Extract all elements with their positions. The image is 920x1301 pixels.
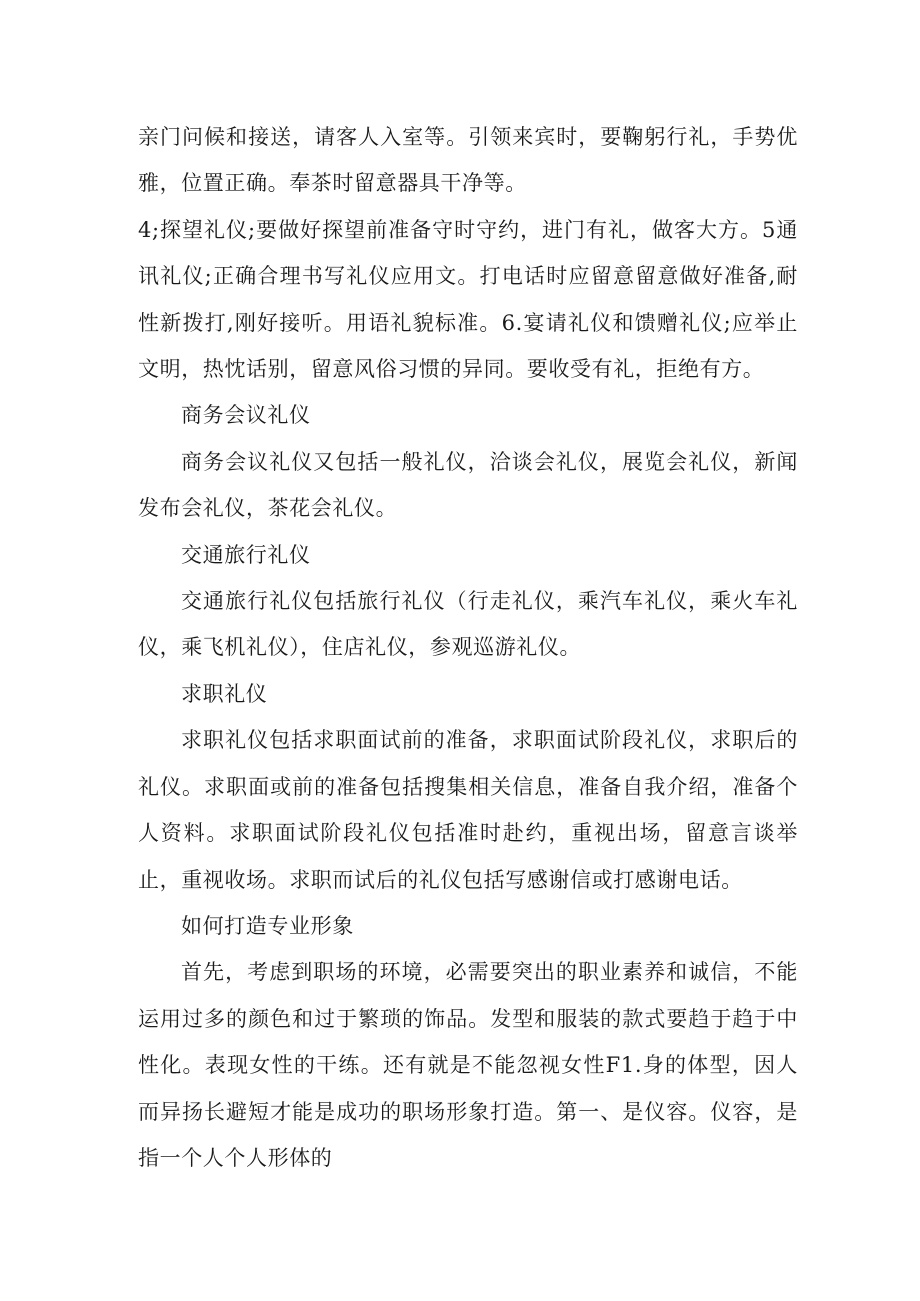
section-heading-professional-image: 如何打造专业形象 (181, 913, 354, 938)
paragraph-business-meeting: 商务会议礼仪又包括一般礼仪，洽谈会礼仪，展览会礼仪，新闻发布会礼仪，茶花会礼仪。 (138, 449, 798, 521)
section-heading-job-seeking: 求职礼仪 (181, 681, 268, 706)
section-heading-business-meeting: 商务会议礼仪 (181, 403, 311, 428)
document-body (138, 114, 798, 1181)
paragraph-visit-communication-etiquette: 4;探望礼仪;要做好探望前准备守时守约，进门有礼，做客大方。5通讯礼仪;正确合理书写礼仪应用文。打电话时应留意留意做好准备,耐性新拨打,刚好接听。用语礼貌标准。6.宴请礼仪和馈赠礼仪;应举止文明，热忱话别，留意风俗习惯的异同。要收受有礼，拒绝有方。 (138, 217, 798, 382)
paragraph-travel: 交通旅行礼仪包括旅行礼仪（行走礼仪，乘汽车礼仪，乘火车礼仪，乘飞机礼仪），住店礼仪，参观巡游礼仪。 (138, 589, 798, 660)
paragraph-job-seeking: 求职礼仪包括求职面试前的准备，求职面试阶段礼仪，求职后的礼仪。求职面或前的准备包括搜集相关信息，准备自我介绍，准备个人资料。求职面试阶段礼仪包括准时赴约，重视出场，留意言谈举止，重视收场。求职而试后的礼仪包括写感谢信或打感谢电话。 (138, 728, 798, 892)
paragraph-professional-image: 首先，考虑到职场的环境，必需要突出的职业素养和诚信，不能运用过多的颜色和过于繁琐的饰品。发型和服装的款式要趋于趋于中性化。表现女性的干练。还有就是不能忽视女性F1.身的体型，因人而异扬长避短才能是成功的职场形象打造。第一、是仪容。仪容，是指一个人个人形体的 (138, 960, 798, 1170)
section-heading-travel: 交通旅行礼仪 (181, 542, 311, 567)
paragraph-reception-etiquette: 亲门问候和接送，请客人入室等。引领来宾时，要鞠躬行礼，手势优雅，位置正确。奉茶时留意器具干净等。 (138, 125, 798, 196)
